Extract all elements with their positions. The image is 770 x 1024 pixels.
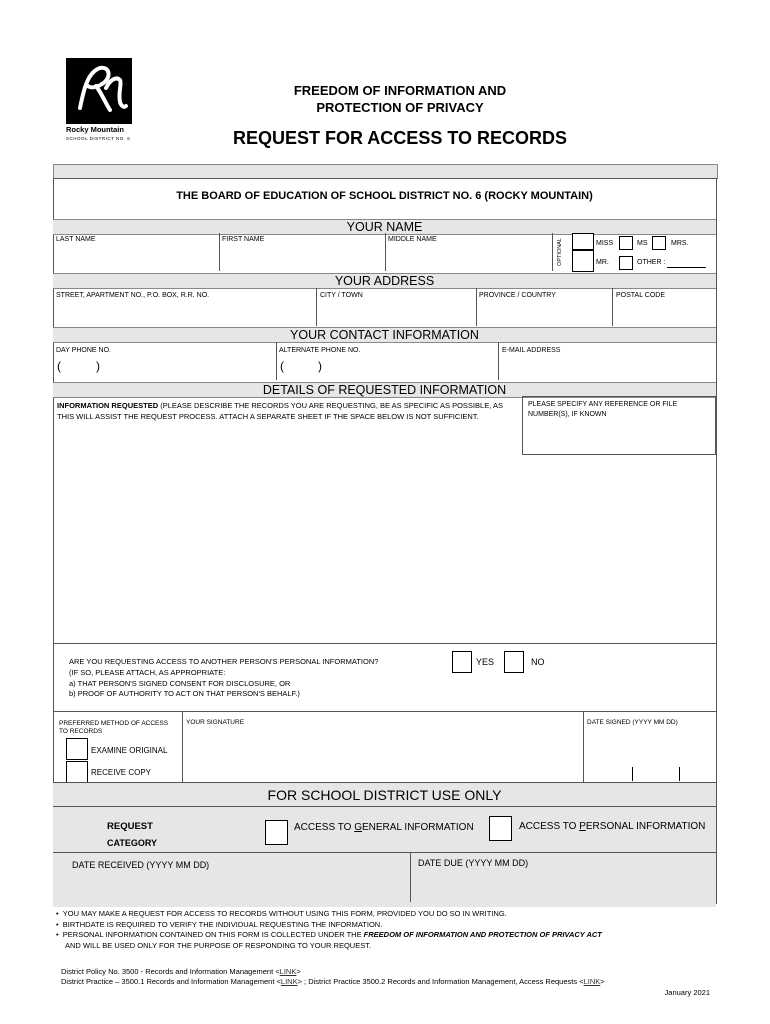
category-label: CATEGORY bbox=[107, 838, 158, 848]
divider bbox=[583, 712, 584, 782]
city-label: CITY / TOWN bbox=[320, 292, 363, 299]
examine-checkbox[interactable] bbox=[66, 738, 88, 760]
date-tick bbox=[632, 767, 633, 781]
note-3-text-a: PERSONAL INFORMATION CONTAINED ON THIS FORM IS COLLECTED UNDER THE bbox=[62, 930, 364, 939]
divider bbox=[385, 233, 386, 271]
ms-label: MS bbox=[637, 240, 648, 247]
details-section-heading: DETAILS OF REQUESTED INFORMATION bbox=[53, 382, 716, 398]
alt-phone-label: ALTERNATE PHONE NO. bbox=[279, 347, 361, 354]
signature-label: YOUR SIGNATURE bbox=[186, 719, 245, 726]
page-title: REQUEST FOR ACCESS TO RECORDS bbox=[232, 128, 568, 148]
divider bbox=[476, 288, 477, 326]
general-info-underline: G bbox=[354, 822, 362, 833]
footer-practice-mid: > ; District Practice 3500.2 Records and Information Management, Access Requests < bbox=[297, 977, 584, 986]
middle-name-label: MIDDLE NAME bbox=[388, 236, 437, 243]
address-section-heading: YOUR ADDRESS bbox=[53, 273, 716, 289]
receive-label: RECEIVE COPY bbox=[91, 768, 152, 777]
general-info-pre: ACCESS TO bbox=[294, 822, 355, 833]
another-person-q3: a) THAT PERSON'S SIGNED CONSENT FOR DISCLOSURE, OR bbox=[69, 679, 291, 688]
logo-sub: SCHOOL DISTRICT NO. 6 bbox=[66, 136, 131, 141]
divider bbox=[182, 712, 183, 782]
logo-monogram-icon bbox=[66, 58, 132, 124]
mr-checkbox[interactable] bbox=[572, 250, 594, 272]
mr-label: MR. bbox=[596, 259, 609, 266]
personal-info-pre: ACCESS TO bbox=[519, 821, 580, 832]
yes-checkbox[interactable] bbox=[452, 651, 472, 673]
district-use-heading: FOR SCHOOL DISTRICT USE ONLY bbox=[267, 787, 502, 803]
day-phone-close-paren: ) bbox=[96, 359, 100, 373]
divider bbox=[53, 643, 716, 644]
personal-info-post: ERSONAL INFORMATION bbox=[585, 821, 706, 832]
email-label: E-MAIL ADDRESS bbox=[502, 347, 561, 354]
notes-list bbox=[56, 909, 714, 951]
general-info-post: ENERAL INFORMATION bbox=[362, 822, 474, 833]
general-info-label bbox=[294, 822, 474, 834]
request-label: REQUEST bbox=[107, 821, 153, 832]
another-person-q2: (IF SO, PLEASE ATTACH, AS APPROPRIATE: bbox=[69, 668, 226, 677]
another-person-q1: ARE YOU REQUESTING ACCESS TO ANOTHER PERSON'S PERSONAL INFORMATION? bbox=[69, 657, 379, 666]
miss-label: MISS bbox=[596, 240, 614, 247]
other-checkbox[interactable] bbox=[619, 256, 633, 270]
footer-close: > bbox=[600, 977, 605, 986]
date-due-label: DATE DUE (YYYY MM DD) bbox=[418, 858, 529, 868]
note-2: • BIRTHDATE IS REQUIRED TO VERIFY THE INDIVIDUAL REQUESTING THE INFORMATION. bbox=[56, 919, 383, 929]
personal-info-underline: P bbox=[579, 821, 586, 832]
top-bar bbox=[53, 164, 718, 179]
alt-phone-close-paren: ) bbox=[318, 359, 322, 373]
other-input-line[interactable] bbox=[667, 267, 706, 268]
date-signed-label: DATE SIGNED (YYYY MM DD) bbox=[587, 719, 678, 726]
alt-phone-open-paren: ( bbox=[280, 359, 284, 373]
district-logo bbox=[66, 58, 132, 148]
note-1-text: YOU MAY MAKE A REQUEST FOR ACCESS TO RECORDS WITHOUT USING THIS FORM, PROVIDED YOU DO SO IN WRITING. bbox=[62, 909, 507, 918]
footer-policy bbox=[61, 967, 301, 977]
date-tick bbox=[679, 767, 680, 781]
province-label: PROVINCE / COUNTRY bbox=[479, 292, 556, 299]
optional-label: OPTIONAL bbox=[556, 238, 563, 266]
divider bbox=[53, 806, 716, 807]
header-line-2: PROTECTION OF PRIVACY bbox=[316, 100, 484, 115]
info-requested-area[interactable] bbox=[56, 456, 714, 642]
signature-field[interactable] bbox=[186, 730, 581, 780]
footer-practice-link-1[interactable]: LINK bbox=[280, 977, 298, 986]
mrs-label: MRS. bbox=[671, 240, 689, 247]
personal-info-checkbox[interactable] bbox=[489, 816, 512, 841]
footer-policy-text: District Policy No. 3500 - Records and Information Management < bbox=[61, 967, 280, 976]
divider bbox=[316, 288, 317, 326]
header-line-1: FREEDOM OF INFORMATION AND bbox=[293, 83, 507, 98]
divider bbox=[498, 342, 499, 380]
footer-policy-link[interactable]: LINK bbox=[279, 967, 297, 976]
general-info-checkbox[interactable] bbox=[265, 820, 288, 845]
footer-practice-link-2[interactable]: LINK bbox=[583, 977, 601, 986]
street-label: STREET, APARTMENT NO., P.O. BOX, R.R. NO. bbox=[56, 292, 210, 299]
note-3-cont: AND WILL BE USED ONLY FOR THE PURPOSE OF RESPONDING TO YOUR REQUEST. bbox=[65, 940, 372, 950]
yes-label: YES bbox=[476, 657, 495, 667]
footer-practice-text: District Practice – 3500.1 Records and Information Management < bbox=[61, 977, 281, 986]
miss-checkbox[interactable] bbox=[572, 233, 594, 250]
logo-name: Rocky Mountain bbox=[66, 125, 124, 134]
examine-label: EXAMINE ORIGINAL bbox=[91, 746, 168, 755]
ms-checkbox[interactable] bbox=[619, 236, 633, 250]
other-label: OTHER : bbox=[637, 259, 666, 266]
info-requested-text bbox=[57, 401, 519, 422]
preferred-method-label: PREFERRED METHOD OF ACCESS TO RECORDS bbox=[59, 720, 169, 735]
footer-practice bbox=[61, 977, 605, 987]
postal-label: POSTAL CODE bbox=[616, 292, 666, 299]
logo-mark bbox=[66, 58, 132, 124]
first-name-label: FIRST NAME bbox=[222, 236, 265, 243]
personal-info-label bbox=[519, 821, 705, 833]
note-3-act: FREEDOM OF INFORMATION AND PROTECTION OF PRIVACY ACT bbox=[363, 930, 602, 939]
receive-checkbox[interactable] bbox=[66, 761, 88, 783]
footer-close: > bbox=[296, 967, 301, 976]
no-label: NO bbox=[531, 657, 545, 667]
info-requested-instructions: (PLEASE DESCRIBE THE RECORDS YOU ARE REQUESTING, BE AS SPECIFIC AS POSSIBLE, AS THIS WILL ASSIST THE REQUEST PROCESS. ATTACH A SEPARATE SHEET IF THE SPACE BELOW IS NOT SUFFICIENT. bbox=[57, 401, 503, 421]
name-section-heading: YOUR NAME bbox=[53, 219, 716, 235]
divider bbox=[612, 288, 613, 326]
date-received-label: DATE RECEIVED (YYYY MM DD) bbox=[72, 860, 210, 870]
divider bbox=[219, 233, 220, 271]
divider bbox=[410, 853, 411, 902]
divider bbox=[53, 852, 716, 853]
note-1: • YOU MAY MAKE A REQUEST FOR ACCESS TO RECORDS WITHOUT USING THIS FORM, PROVIDED YOU DO SO IN WRITING. bbox=[56, 909, 507, 918]
reference-label: PLEASE SPECIFY ANY REFERENCE OR FILE NUMBER(S), IF KNOWN bbox=[528, 401, 678, 418]
divider bbox=[552, 233, 553, 271]
day-phone-open-paren: ( bbox=[57, 359, 61, 373]
no-checkbox[interactable] bbox=[504, 651, 524, 673]
footer-date: January 2021 bbox=[664, 988, 710, 997]
note-3: • PERSONAL INFORMATION CONTAINED ON THIS FORM IS COLLECTED UNDER THE FREEDOM OF INFORMATION AND PROTECTION OF PRIVACY ACT bbox=[56, 930, 602, 939]
divider bbox=[53, 711, 716, 712]
contact-section-heading: YOUR CONTACT INFORMATION bbox=[53, 327, 716, 343]
day-phone-label: DAY PHONE NO. bbox=[56, 347, 111, 354]
another-person-q4: b) PROOF OF AUTHORITY TO ACT ON THAT PERSON'S BEHALF.) bbox=[69, 689, 300, 698]
info-requested-bold: INFORMATION REQUESTED bbox=[57, 401, 159, 410]
last-name-label: LAST NAME bbox=[56, 236, 96, 243]
board-title: THE BOARD OF EDUCATION OF SCHOOL DISTRICT NO. 6 (ROCKY MOUNTAIN) bbox=[176, 190, 593, 202]
note-2-text: BIRTHDATE IS REQUIRED TO VERIFY THE INDIVIDUAL REQUESTING THE INFORMATION. bbox=[62, 919, 383, 929]
divider bbox=[276, 342, 277, 380]
mrs-checkbox[interactable] bbox=[652, 236, 666, 250]
